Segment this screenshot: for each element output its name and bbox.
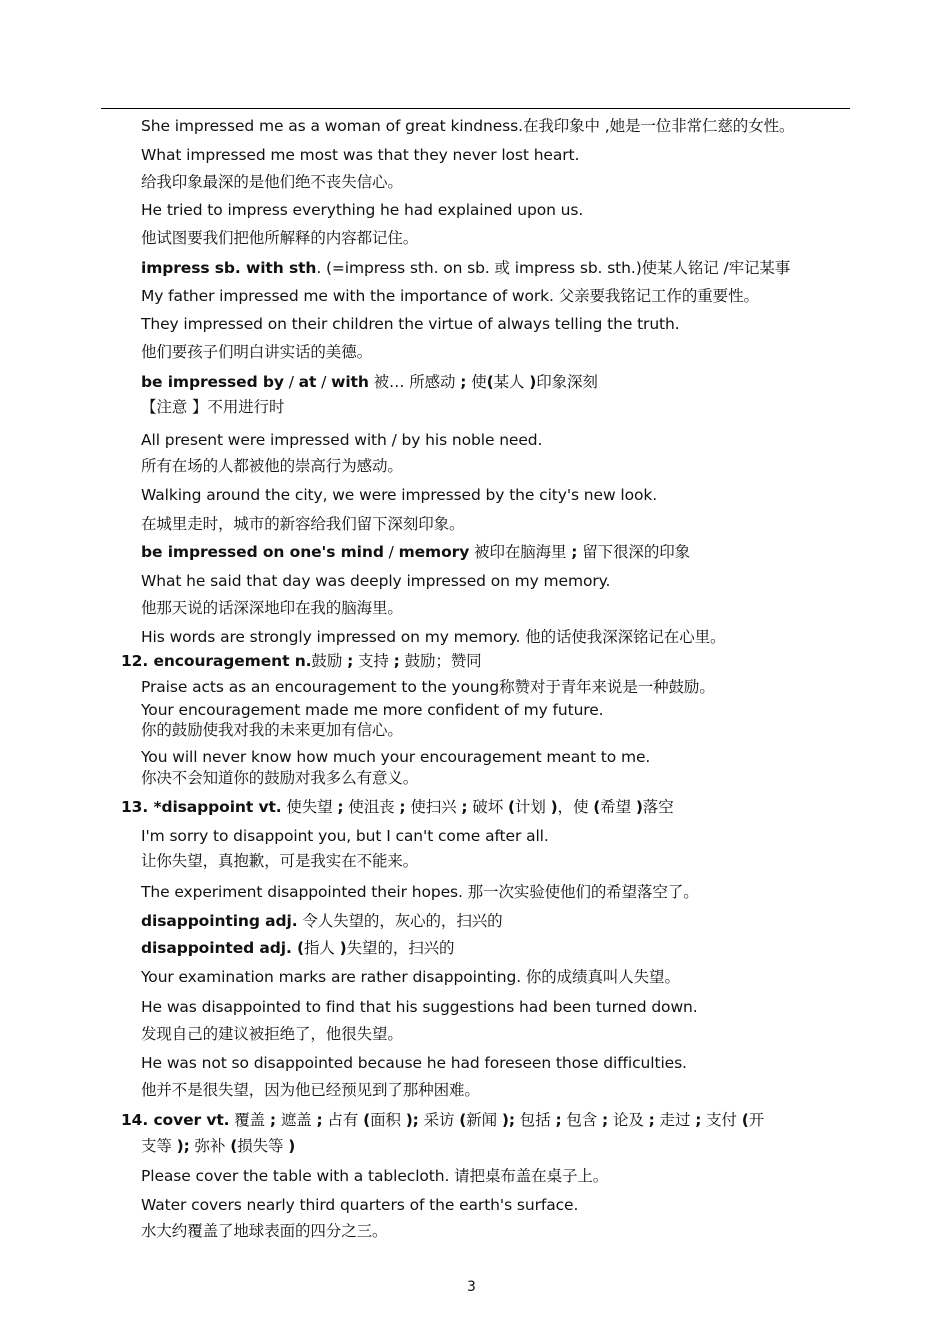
bold-text: ); <box>501 1111 515 1129</box>
text: 某人 <box>493 373 530 391</box>
text: Water covers nearly third quarters of the earth's surface. <box>141 1196 579 1214</box>
bold-text: ( <box>363 1111 371 1129</box>
text: 希望 <box>600 798 636 816</box>
text: ，使 <box>557 798 594 816</box>
text: What he said that day was deeply impressed on my memory. <box>141 572 611 590</box>
text-line <box>141 172 403 192</box>
text: 论及 <box>608 1111 649 1129</box>
text: 你决不会知道你的鼓励对我多么有意义。 <box>141 769 419 787</box>
text: He was disappointed to find that his suggestions had been turned down. <box>141 998 698 1016</box>
bold-text: ; <box>695 1111 702 1129</box>
bold-text: ; <box>602 1111 609 1129</box>
bold-text: ( <box>593 798 601 816</box>
bold-text: disappointing adj. <box>141 912 298 930</box>
bold-text: ; <box>269 1111 277 1129</box>
bold-text: be impressed by <box>141 373 284 391</box>
bold-text: be impressed on one's mind <box>141 543 384 561</box>
bold-text: ) <box>288 1137 296 1155</box>
text: She impressed me as a woman of great kindness.在我印象中 ,她是一位非常仁慈的女性。 <box>141 117 795 135</box>
bold-text: with <box>331 373 369 391</box>
text: 在城里走时，城市的新容给我们留下深刻印象。 <box>141 515 465 533</box>
text: 开 <box>748 1111 765 1129</box>
bold-text: ); <box>176 1137 190 1155</box>
bold-text: ; <box>399 798 406 816</box>
text: 他那天说的话深深地印在我的脑海里。 <box>141 599 403 617</box>
text-line <box>141 258 790 278</box>
text-line <box>141 720 403 740</box>
bold-text: ) <box>529 373 537 391</box>
text: 水大约覆盖了地球表面的四分之三。 <box>141 1222 388 1240</box>
text: 走过 <box>654 1111 696 1129</box>
text-line <box>141 826 549 846</box>
text-line <box>141 677 715 697</box>
text: 你的鼓励使我对我的未来更加有信心。 <box>141 721 403 739</box>
text: 损失等 <box>237 1137 289 1155</box>
text: 破坏 <box>467 798 508 816</box>
text: 令人失望的，灰心的，扫兴的 <box>297 912 503 930</box>
text: 占有 <box>322 1111 364 1129</box>
text: His words are strongly impressed on my memory. 他的话使我深深铭记在心里。 <box>141 628 726 646</box>
entry-heading <box>121 1110 764 1130</box>
text: 使扫兴 <box>405 798 462 816</box>
text-line <box>141 430 542 450</box>
text: 印象深刻 <box>536 373 598 391</box>
bold-text: ; <box>393 652 400 670</box>
bold-text: memory <box>398 543 470 561</box>
text-line <box>141 1195 578 1215</box>
text: 他并不是很失望，因为他已经预见到了那种困难。 <box>141 1081 480 1099</box>
text: Please cover the table with a tablecloth. 请把桌布盖在桌子上。 <box>141 1167 609 1185</box>
text: He was not so disappointed because he had foreseen those difficulties. <box>141 1054 687 1072</box>
bold-text: 13. *disappoint vt. <box>121 798 282 816</box>
bold-text: ( <box>486 373 494 391</box>
bold-text: ( <box>741 1111 749 1129</box>
text: 他们要孩子们明白讲实话的美德。 <box>141 343 373 361</box>
text: 他试图要我们把他所解释的内容都记住。 <box>141 229 419 247</box>
text-line <box>141 1166 608 1186</box>
text: You will never know how much your encouragement meant to me. <box>141 748 651 766</box>
text-line <box>141 1136 295 1156</box>
text-line <box>141 314 680 334</box>
text-line <box>141 851 418 871</box>
bold-text: ; <box>571 543 578 561</box>
text-line <box>141 1053 687 1073</box>
text-line <box>141 997 698 1017</box>
text: What impressed me most was that they never lost heart. <box>141 146 580 164</box>
text-line <box>141 747 650 767</box>
text-line <box>141 700 604 720</box>
text: / <box>383 543 399 561</box>
text-line <box>141 911 503 931</box>
text: / <box>283 373 299 391</box>
text: My father impressed me with the importance of work. 父亲要我铭记工作的重要性。 <box>141 287 759 305</box>
text-line <box>141 485 657 505</box>
bold-text: ; <box>461 798 468 816</box>
text: 新闻 <box>466 1111 502 1129</box>
text: 支付 <box>701 1111 742 1129</box>
text: 包含 <box>561 1111 603 1129</box>
entry-heading <box>121 651 482 671</box>
text-line <box>141 228 418 248</box>
text: 使失望 <box>281 798 338 816</box>
bold-text: ; <box>555 1111 562 1129</box>
text: 面积 <box>370 1111 406 1129</box>
text: 遮盖 <box>276 1111 317 1129</box>
text: 支等 <box>141 1137 177 1155</box>
text: He tried to impress everything he had explained upon us. <box>141 201 584 219</box>
text: 包括 <box>514 1111 556 1129</box>
text: 鼓励；赞同 <box>399 652 482 670</box>
text: Walking around the city, we were impressed by the city's new look. <box>141 486 658 504</box>
header-rule <box>101 108 850 109</box>
text-line <box>141 571 610 591</box>
bold-text: 14. cover vt. <box>121 1111 230 1129</box>
text-line <box>141 1221 387 1241</box>
text: Your examination marks are rather disappointing. 你的成绩真叫人失望。 <box>141 968 680 986</box>
text-line <box>141 342 372 362</box>
bold-text: ; <box>316 1111 323 1129</box>
bold-text: ; <box>347 652 354 670</box>
bold-text: disappointed adj. ( <box>141 939 305 957</box>
bold-text: ( <box>230 1137 238 1155</box>
text: 失望的，扫兴的 <box>346 939 455 957</box>
text-line <box>141 286 759 306</box>
text: / <box>316 373 332 391</box>
text: 发现自己的建议被拒绝了，他很失望。 <box>141 1025 403 1043</box>
bold-text: ( <box>507 798 515 816</box>
text-line <box>141 1024 403 1044</box>
bold-text: impress sb. with sth <box>141 259 317 277</box>
text-line <box>141 938 454 958</box>
bold-text: 12. encouragement n. <box>121 652 312 670</box>
text-line <box>141 372 598 392</box>
bold-text: ) <box>339 939 347 957</box>
text: The experiment disappointed their hopes. 那一次实验使他们的希望落空了。 <box>141 883 699 901</box>
text: 落空 <box>642 798 674 816</box>
text-line <box>141 967 680 987</box>
page-number: 3 <box>467 1279 476 1295</box>
text: 给我印象最深的是他们绝不丧失信心。 <box>141 173 403 191</box>
text: . (=impress sth. on sb. 或 impress sb. sth.)使某人铭记 /牢记某事 <box>316 259 791 277</box>
text-line <box>141 1080 480 1100</box>
bold-text: at <box>298 373 317 391</box>
bold-text: ; <box>337 798 344 816</box>
text: 使沮丧 <box>343 798 400 816</box>
text-line <box>141 116 794 136</box>
text: 让你失望，真抱歉，可是我实在不能来。 <box>141 852 419 870</box>
text: All present were impressed with / by his noble need. <box>141 431 543 449</box>
text: Praise acts as an encouragement to the young称赞对于青年来说是一种鼓励。 <box>141 678 715 696</box>
bold-text: ) <box>635 798 643 816</box>
bold-text: ) <box>550 798 558 816</box>
text: 覆盖 <box>229 1111 270 1129</box>
bold-text: ; <box>460 373 467 391</box>
text-line <box>141 200 583 220</box>
text-line <box>141 598 403 618</box>
text: 弥补 <box>189 1137 231 1155</box>
text: 计划 <box>514 798 551 816</box>
entry-heading <box>121 797 674 817</box>
text: Your encouragement made me more confident of my future. <box>141 701 604 719</box>
text: 所有在场的人都被他的崇高行为感动。 <box>141 457 403 475</box>
text-line <box>141 145 579 165</box>
text-line <box>141 627 725 647</box>
text: 鼓励 <box>311 652 348 670</box>
text: 被… 所感动 <box>368 373 461 391</box>
bold-text: ; <box>648 1111 655 1129</box>
bold-text: ( <box>459 1111 467 1129</box>
text-line <box>141 768 418 788</box>
text: 支持 <box>353 652 394 670</box>
text-line <box>141 514 464 534</box>
text: 留下很深的印象 <box>577 543 691 561</box>
text-line <box>141 397 284 417</box>
text: 指人 <box>304 939 340 957</box>
text: I'm sorry to disappoint you, but I can't come after all. <box>141 827 549 845</box>
text: 使 <box>466 373 487 391</box>
text-line <box>141 882 699 902</box>
bold-text: ); <box>405 1111 419 1129</box>
text-line <box>141 456 403 476</box>
text: 被印在脑海里 <box>469 543 572 561</box>
text: 【注意 】不用进行时 <box>141 398 285 416</box>
text: They impressed on their children the virtue of always telling the truth. <box>141 315 680 333</box>
text-line <box>141 542 690 562</box>
text: 采访 <box>418 1111 460 1129</box>
